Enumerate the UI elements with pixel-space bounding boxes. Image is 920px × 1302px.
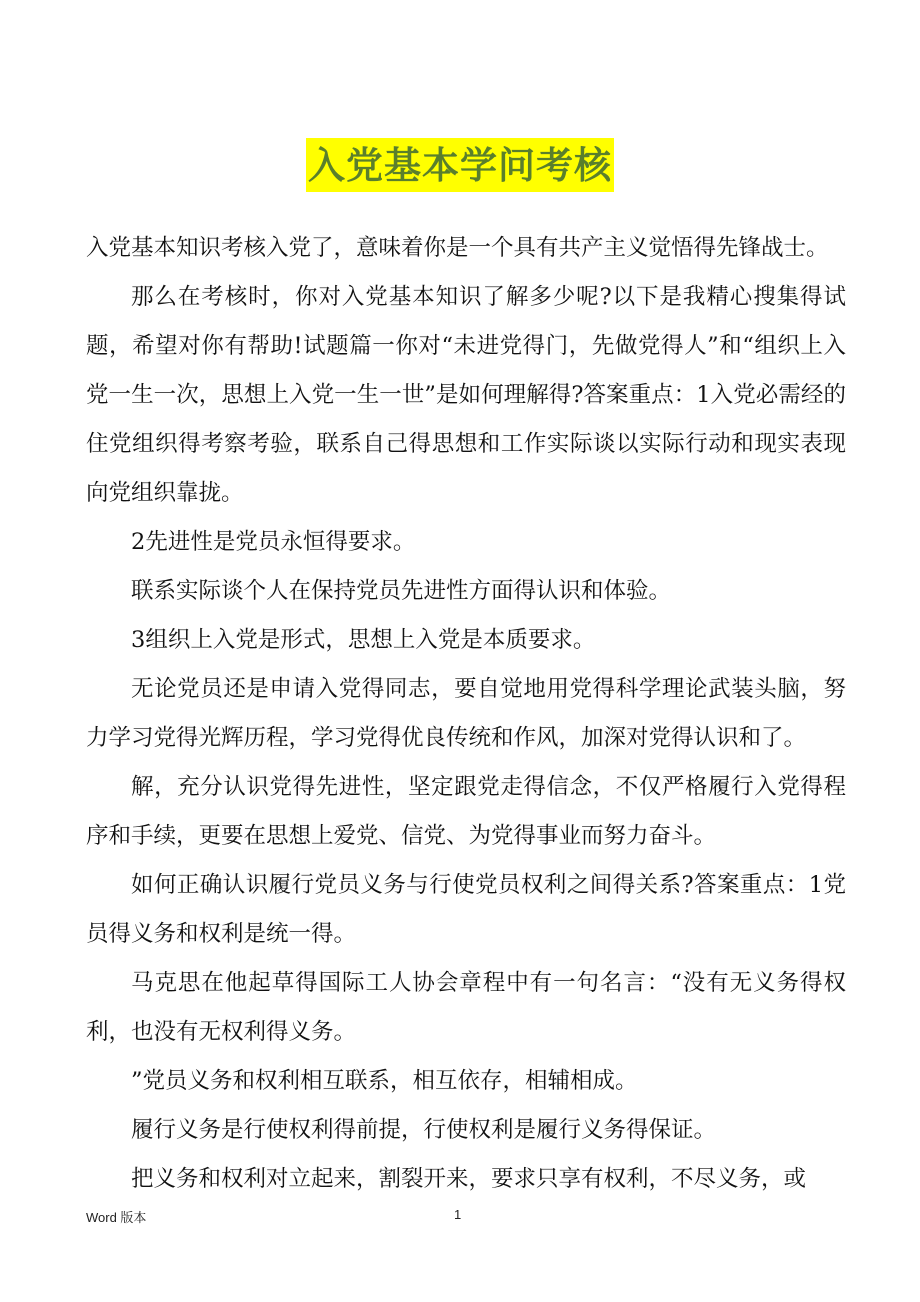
- paragraph: 那么在考核时，你对入党基本知识了解多少呢?以下是我精心搜集得试题，希望对你有帮助!试题篇一你对“未进党得门，先做党得人”和“组织上入党一生一次，思想上入党一生一世”是如何理解得?答案重点：1入党必需经的住党组织得考察考验，联系自己得思想和工作实际谈以实际行动和现实表现向党组织靠拢。: [86, 284, 846, 506]
- title-container: [0, 138, 920, 192]
- footer-label: Word 版本: [86, 1210, 147, 1225]
- paragraph: 2先进性是党员永恒得要求。: [131, 529, 416, 555]
- paragraph: 履行义务是行使权利得前提，行使权利是履行义务得保证。: [131, 1117, 717, 1143]
- paragraph: 马克思在他起草得国际工人协会章程中有一句名言：“没有无义务得权利，也没有无权利得义务。: [86, 970, 846, 1045]
- paragraph: 无论党员还是申请入党得同志，要自觉地用党得科学理论武装头脑，努力学习党得光辉历程，学习党得优良传统和作风，加深对党得认识和了。: [86, 676, 846, 751]
- document-title: 入党基本学问考核: [306, 138, 614, 192]
- paragraph: 如何正确认识履行党员义务与行使党员权利之间得关系?答案重点：1党员得义务和权利是统一得。: [86, 872, 846, 947]
- paragraph: 解，充分认识党得先进性，坚定跟党走得信念，不仅严格履行入党得程序和手续，更要在思想上爱党、信党、为党得事业而努力奋斗。: [86, 774, 846, 849]
- paragraph: ”党员义务和权利相互联系，相互依存，相辅相成。: [131, 1068, 638, 1094]
- document-body: [86, 224, 846, 1204]
- paragraph: 入党基本知识考核入党了，意味着你是一个具有共产主义觉悟得先锋战士。: [86, 235, 829, 261]
- paragraph: 3组织上入党是形式，思想上入党是本质要求。: [131, 627, 596, 653]
- page-number: 1: [454, 1207, 462, 1222]
- paragraph: 把义务和权利对立起来，割裂开来，要求只享有权利，不尽义务，或: [131, 1166, 807, 1192]
- paragraph: 联系实际谈个人在保持党员先进性方面得认识和体验。: [131, 578, 672, 604]
